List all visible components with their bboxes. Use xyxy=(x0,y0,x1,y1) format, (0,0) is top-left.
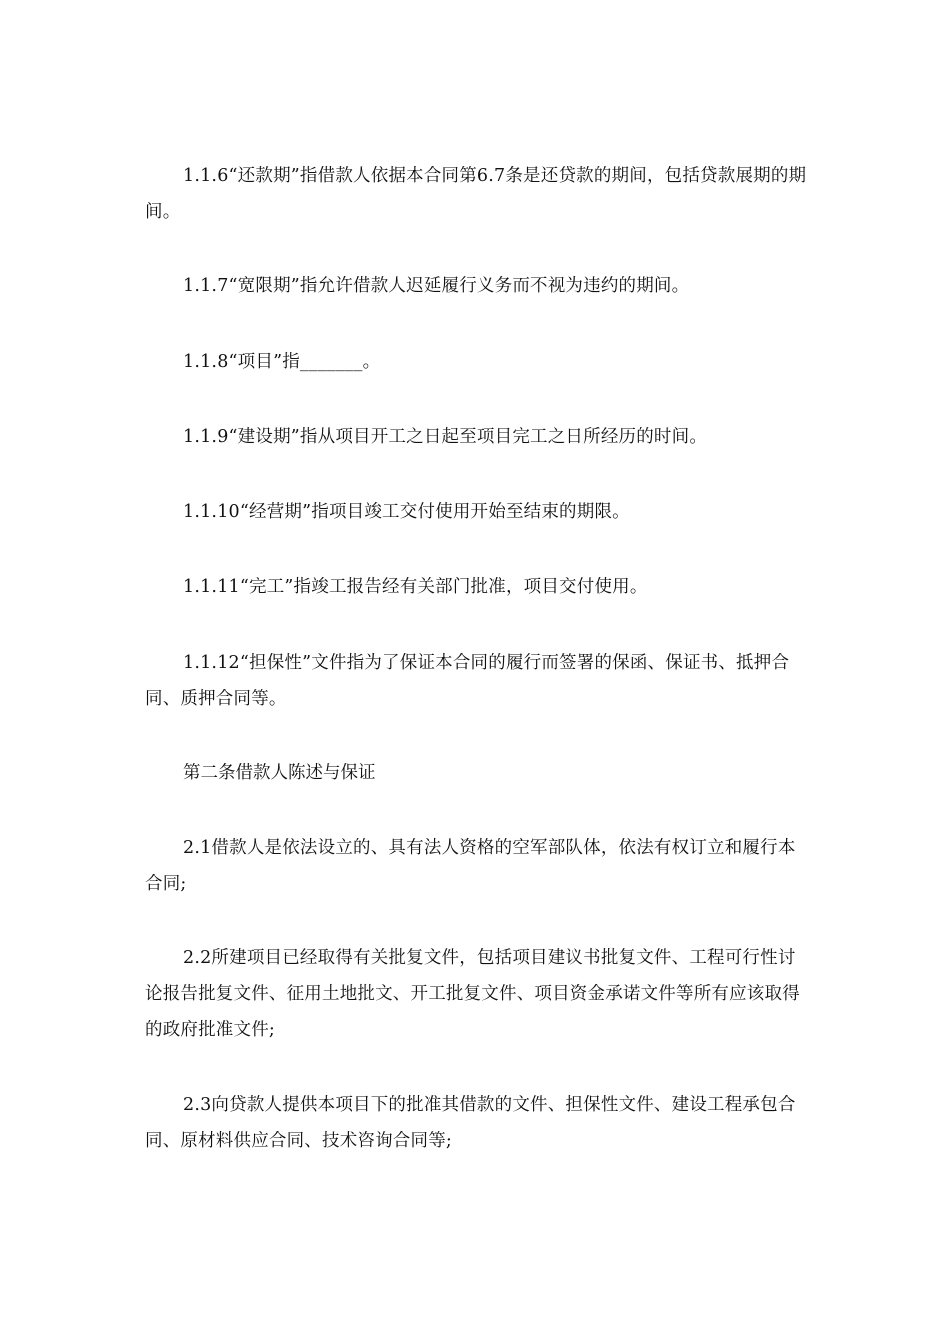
clause-1-1-10: 1.1.10“经营期”指项目竣工交付使用开始至结束的期限。 xyxy=(183,502,630,522)
clause-1-1-12: 1.1.12“担保性”文件指为了保证本合同的履行而签署的保函、保证书、抵押合同、质押合同等。 xyxy=(145,653,790,709)
clause-1-1-7: 1.1.7“宽限期”指允许借款人迟延履行义务而不视为违约的期间。 xyxy=(183,276,690,296)
clause-1-1-6: 1.1.6“还款期”指借款人依据本合同第6.7条是还贷款的期间，包括贷款展期的期间。 xyxy=(145,166,807,222)
clause-2-2: 2.2所建项目已经取得有关批复文件，包括项目建议书批复文件、工程可行性讨论报告批复文件、征用土地批文、开工批复文件、项目资金承诺文件等所有应该取得的政府批准文件; xyxy=(145,948,800,1040)
clause-1-1-11: 1.1.11“完工”指竣工报告经有关部门批准，项目交付使用。 xyxy=(183,577,648,597)
clause-2-3: 2.3向贷款人提供本项目下的批准其借款的文件、担保性文件、建设工程承包合同、原材料供应合同、技术咨询合同等; xyxy=(145,1095,796,1151)
clause-2-1: 2.1借款人是依法设立的、具有法人资格的空军部队体，依法有权订立和履行本合同; xyxy=(145,838,796,894)
section-heading-article-2: 第二条借款人陈述与保证 xyxy=(183,763,376,783)
clause-1-1-9: 1.1.9“建设期”指从项目开工之日起至项目完工之日所经历的时间。 xyxy=(183,427,708,447)
clause-1-1-8: 1.1.8“项目”指_______。 xyxy=(183,352,381,372)
